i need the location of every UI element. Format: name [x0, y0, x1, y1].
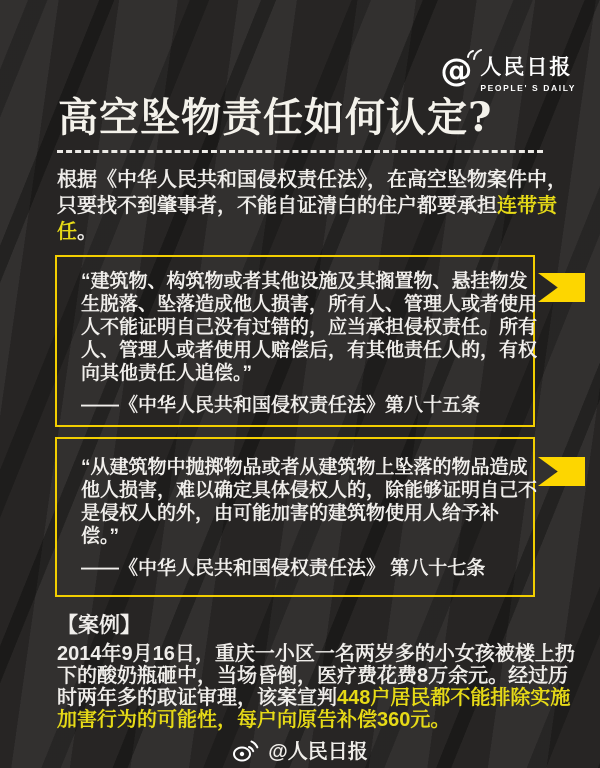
quote-line: 向其他责任人追偿。” — [81, 363, 253, 384]
bookmark-ribbon-icon — [538, 457, 585, 486]
law-quote-box-article-85 — [55, 255, 538, 427]
highlight-segment: 加害行为的可能性，每户向原告补偿360元。 — [57, 709, 451, 731]
quote-line: 人不能证明自己没有过错的，应当承担侵权责任。所有 — [81, 317, 538, 338]
text-segment: 2014年9月16日，重庆一小区一名两岁多的小女孩被楼上扔 — [57, 643, 575, 665]
case-paragraph — [57, 643, 575, 731]
text-segment: 只要找不到肇事者，不能自证清白的住户都要承担 — [57, 195, 497, 217]
law-source: ——《中华人民共和国侵权责任法》第八十五条 — [81, 395, 481, 416]
peoples-daily-logo — [440, 51, 576, 94]
text-line — [57, 167, 567, 193]
weibo-icon — [232, 738, 260, 762]
highlight-segment: 连带责 — [497, 195, 557, 217]
quote-line: 他人损害，难以确定具体侵权人的，除能够证明自己不 — [81, 480, 538, 501]
text-segment: 下的酸奶瓶砸中，当场昏倒，医疗费花费8万余元。经过历 — [57, 665, 569, 687]
bookmark-ribbon-icon — [538, 273, 585, 302]
text-segment: 时两年多的取证审理，该案宣判 — [57, 687, 337, 709]
case-label: 【案例】 — [57, 614, 141, 637]
text-line — [57, 193, 557, 219]
quote-line: 偿。” — [81, 526, 120, 547]
footer — [0, 735, 600, 764]
quote-line: “建筑物、构筑物或者其他设施及其搁置物、悬挂物发 — [81, 271, 528, 292]
text-segment: 根据《中华人民共和国侵权责任法》，在高空坠物案件中， — [57, 169, 567, 191]
quote-line: “从建筑物中抛掷物品或者从建筑物上坠落的物品造成 — [81, 457, 528, 478]
highlight-segment: 任 — [57, 221, 77, 243]
at-icon — [440, 51, 473, 89]
quote-line: 是侵权人的外，由可能加害的建筑物使用人给予补 — [81, 503, 500, 524]
text-line — [57, 665, 569, 687]
brand-text — [480, 56, 576, 93]
brand-name: 人民日报 — [480, 56, 573, 79]
brand-subtitle: PEOPLE' S DAILY — [480, 83, 576, 94]
quote-line: 人、管理人或者使用人赔偿后，有其他责任人的，有权 — [81, 340, 538, 361]
text-line — [57, 219, 547, 245]
page-title: 高空坠物责任如何认定? — [58, 94, 493, 141]
intro-paragraph — [57, 167, 567, 245]
text-line — [57, 643, 575, 665]
quote-line: 生脱落、坠落造成他人损害，所有人、管理人或者使用 — [81, 294, 538, 315]
law-quote-box-article-87 — [55, 437, 538, 597]
highlight-segment: 448户居民都不能排除实施 — [337, 687, 571, 709]
text-line — [57, 709, 557, 731]
at-symbol: @ — [440, 51, 473, 89]
text-segment: 。 — [77, 221, 97, 243]
text-line — [57, 687, 571, 709]
dashed-divider — [57, 150, 543, 153]
law-source: ——《中华人民共和国侵权责任法》 第八十七条 — [81, 558, 486, 579]
weibo-handle: @人民日报 — [268, 741, 368, 763]
sound-waves-icon — [466, 47, 482, 61]
